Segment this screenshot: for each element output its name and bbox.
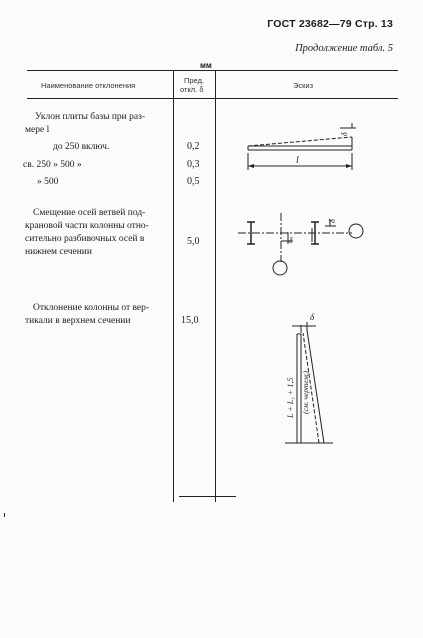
row2-value: 5,0	[187, 236, 200, 247]
footer-rule	[179, 496, 236, 497]
row3-text-2: тикали в верхнем сечении	[25, 316, 131, 326]
column-header-limit-1: Пред.	[184, 76, 205, 85]
row2-text-4: нижнем сечении	[25, 247, 92, 257]
row1-sub-1: до 250 включ.	[53, 142, 110, 152]
row2-text-1: Смещение осей ветвей под-	[33, 208, 146, 218]
column-header-sketch: Эскиз	[293, 81, 314, 90]
edge-mark	[4, 513, 5, 517]
sketch2-delta-label-2: δ	[328, 219, 337, 223]
table-continuation-label: Продолжение табл. 5	[295, 43, 393, 54]
row1-text-2: мере l	[25, 125, 50, 135]
row1-text-1: Уклон плиты базы при раз-	[35, 112, 146, 122]
sketch1-delta-label: δ	[340, 132, 349, 136]
row1-value-1: 0,2	[187, 141, 200, 152]
sketch2-delta-label-1: δ	[289, 236, 293, 245]
row1-value-3: 0,5	[187, 176, 200, 187]
page-header: ГОСТ 23682—79 Стр. 13	[267, 18, 393, 30]
column-header-name: Наименование отклонения	[41, 81, 136, 90]
row1-sub-2: св. 250 » 500 »	[23, 160, 82, 170]
sketch-base-plate-slope	[248, 123, 356, 170]
row2-text-2: крановой части колонны отно-	[25, 221, 149, 231]
sketch-axes-offset	[238, 213, 363, 275]
row3-value: 15,0	[181, 315, 199, 326]
sketch3-note: (см. чертеж)	[301, 371, 310, 414]
unit-label: мм	[200, 61, 212, 70]
row1-value-2: 0,3	[187, 159, 200, 170]
sketch3-formula: L + L₁ + 1,5	[286, 377, 295, 418]
row3-text-1: Отклонение колонны от вер-	[33, 303, 150, 313]
row2-text-3: сительно разбивочных осей в	[25, 234, 145, 244]
row1-sub-3: » 500	[37, 177, 59, 187]
sketch1-length-label: l	[296, 155, 299, 166]
column-header-limit-2: откл. δ	[180, 85, 204, 94]
sketch3-delta-label: δ	[310, 312, 315, 322]
